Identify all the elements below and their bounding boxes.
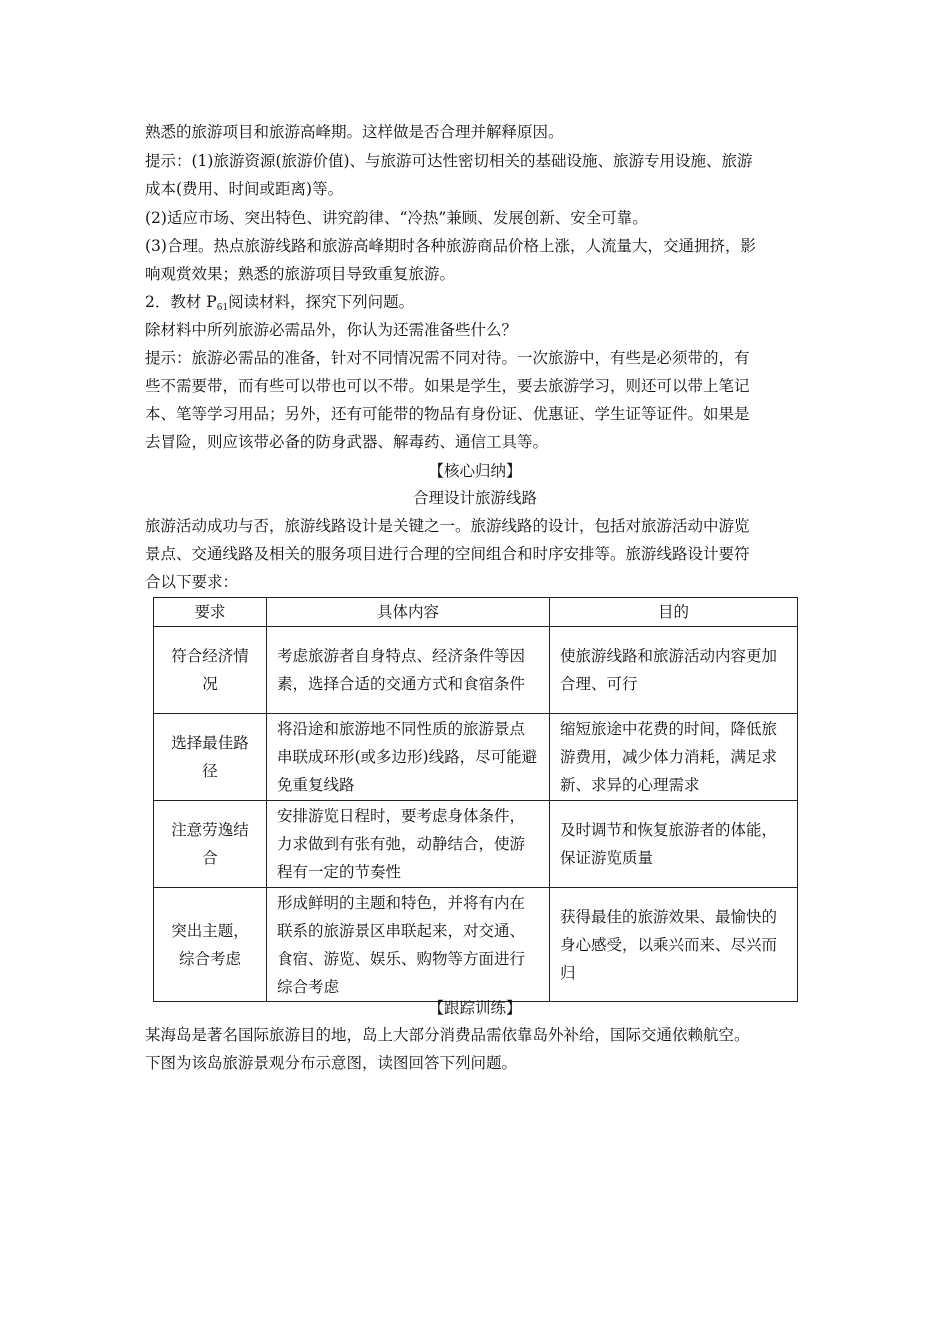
table-header-row	[154, 598, 798, 627]
question-2	[145, 292, 805, 318]
paragraph-line: 去冒险，则应该带必备的防身武器、解毒药、通信工具等。	[145, 433, 549, 451]
paragraph-line: 些不需要带，而有些可以带也可以不带。如果是学生，要去旅游学习，则还可以带上笔记	[145, 377, 750, 395]
purpose-cell	[550, 801, 798, 888]
paragraph-line: (2)适应市场、突出特色、讲究韵律、“冷热”兼顾、发展创新、安全可靠。	[145, 209, 648, 227]
content-cell	[267, 714, 550, 801]
content-cell	[267, 801, 550, 888]
purpose-text: 及时调节和恢复旅游者的体能，保证游览质量	[560, 821, 778, 867]
content-text: 安排游览日程时，要考虑身体条件，力求做到有张有弛，动静结合，使游程有一定的节奏性	[277, 807, 526, 881]
content-cell	[267, 627, 550, 714]
requirement-cell	[154, 627, 267, 714]
header-content: 具体内容	[267, 598, 550, 627]
content-text: 形成鲜明的主题和特色，并将有内在联系的旅游景区串联起来，对交通、食宿、游览、娱乐、购物等方面进行综合考虑	[277, 893, 526, 996]
question-prefix: 2．教材 P	[145, 293, 217, 311]
intro-line: 合以下要求：	[145, 573, 239, 591]
question-line: 除材料中所列旅游必需品外，你认为还需准备些什么？	[145, 321, 518, 339]
intro-line: 旅游活动成功与否，旅游线路设计是关键之一。旅游线路的设计，包括对旅游活动中游览	[145, 517, 750, 535]
section-heading: 【核心归纳】	[428, 462, 522, 480]
paragraph-line: 成本(费用、时间或距离)等。	[145, 180, 344, 198]
purpose-cell	[550, 627, 798, 714]
requirement-text: 突出主题，综合考虑	[171, 921, 249, 968]
table-row	[154, 888, 798, 1002]
paragraph-line: 熟悉的旅游项目和旅游高峰期。这样做是否合理并解释原因。	[145, 123, 564, 141]
purpose-cell	[550, 888, 798, 1002]
practice-heading: 【跟踪训练】	[428, 999, 522, 1017]
purpose-text: 使旅游线路和旅游活动内容更加合理、可行	[560, 647, 778, 693]
requirement-text: 选择最佳路径	[171, 734, 249, 780]
content-text: 考虑旅游者自身特点、经济条件等因素，选择合适的交通方式和食宿条件	[277, 647, 526, 693]
paragraph-line: 响观赏效果；熟悉的旅游项目导致重复旅游。	[145, 265, 456, 283]
requirement-text: 注意劳逸结合	[171, 821, 249, 867]
paragraph-line: 本、笔等学习用品；另外，还有可能带的物品有身份证、优惠证、学生证等证件。如果是	[145, 405, 750, 423]
purpose-cell	[550, 714, 798, 801]
page-subscript: 61	[216, 303, 229, 313]
requirements-table	[153, 597, 798, 1002]
requirement-cell	[154, 801, 267, 888]
intro-line: 景点、交通线路及相关的服务项目进行合理的空间组合和时序安排等。旅游线路设计要符	[145, 545, 750, 563]
requirement-cell	[154, 888, 267, 1002]
practice-line: 下图为该岛旅游景观分布示意图，读图回答下列问题。	[145, 1054, 518, 1072]
requirement-text: 符合经济情况	[171, 647, 249, 693]
hint-line: 提示：旅游必需品的准备，针对不同情况需不同对待。一次旅游中，有些是必须带的，有	[145, 349, 750, 367]
section-subtitle: 合理设计旅游线路	[412, 489, 537, 507]
question-suffix: 阅读材料，探究下列问题。	[228, 293, 415, 311]
paragraph-line: (3)合理。热点旅游线路和旅游高峰期时各种旅游商品价格上涨，人流量大，交通拥挤，影	[145, 237, 756, 255]
table-row	[154, 714, 798, 801]
purpose-text: 获得最佳的旅游效果、最愉快的身心感受，以乘兴而来、尽兴而归	[560, 907, 778, 982]
table-row	[154, 627, 798, 714]
content-cell	[267, 888, 550, 1002]
requirement-cell	[154, 714, 267, 801]
table-row	[154, 801, 798, 888]
purpose-text: 缩短旅途中花费的时间，降低旅游费用，减少体力消耗，满足求新、求异的心理需求	[560, 720, 778, 794]
content-text: 将沿途和旅游地不同性质的旅游景点串联成环形(或多边形)线路，尽可能避免重复线路	[277, 720, 538, 794]
hint-line: 提示：(1)旅游资源(旅游价值)、与旅游可达性密切相关的基础设施、旅游专用设施、旅游	[145, 152, 753, 170]
practice-line: 某海岛是著名国际旅游目的地，岛上大部分消费品需依靠岛外补给，国际交通依赖航空。	[145, 1026, 750, 1044]
header-purpose: 目的	[550, 598, 798, 627]
header-requirement: 要求	[154, 598, 267, 627]
